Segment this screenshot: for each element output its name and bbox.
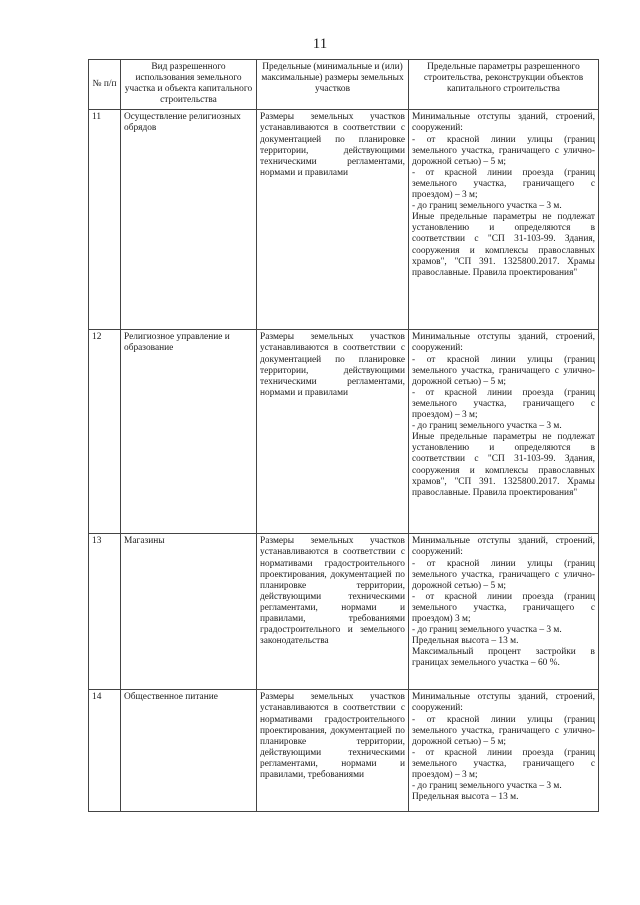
param-line: Предельная высота – 13 м. xyxy=(412,636,519,647)
plot-size: Размеры земельных участков устанавливаются в соответствии с нормативами градостроительного проектирования, документацией по планировке территории, действующими техническими регламентами, нормами и правилами, требованиями градостроительного и земельного законодательства xyxy=(257,534,409,690)
construction-params xyxy=(409,690,599,812)
param-line: - от красной линии улицы (границ земельного участка, граничащего с улично-дорожной сетью) – 5 м; xyxy=(412,714,595,747)
param-line: - от красной линии проезда (границ земельного участка, граничащего с проездом) – 3 м; xyxy=(412,747,595,781)
permitted-use: Общественное питание xyxy=(121,690,257,812)
header-number: № п/п xyxy=(89,60,121,110)
param-line: - от красной линии проезда (границ земельного участка, граничащего с проездом) – 3 м; xyxy=(412,167,595,201)
construction-params xyxy=(409,534,599,690)
regulations-table xyxy=(88,59,599,812)
table-row xyxy=(89,534,599,690)
param-line: - от красной линии улицы (границ земельного участка, граничащего с улично-дорожной сетью) – 5 м; xyxy=(412,354,595,387)
plot-size: Размеры земельных участков устанавливаются в соответствии с нормативами градостроительного проектирования, документацией по планировке территории, действующими техническими регламентами, нормами и правилами, требованиями xyxy=(257,690,409,812)
row-number: 13 xyxy=(89,534,121,690)
param-line: Максимальный процент застройки в границах земельного участка – 60 %. xyxy=(412,647,595,669)
param-line: Предельная высота – 13 м. xyxy=(412,792,519,803)
param-line: Минимальные отступы зданий, строений, сооружений: xyxy=(412,692,595,714)
header-construction-params: Предельные параметры разрешенного строительства, реконструкции объектов капитального строительства xyxy=(409,60,599,110)
permitted-use: Осуществление религиозных обрядов xyxy=(121,110,257,330)
table-row xyxy=(89,690,599,812)
table-row xyxy=(89,110,599,330)
param-line: - до границ земельного участка – 3 м. xyxy=(412,201,562,212)
row-number: 12 xyxy=(89,330,121,534)
row-number: 11 xyxy=(89,110,121,330)
param-line: Иные предельные параметры не подлежат установлению и определяются в соответствии с "СП 31-103-99. Здания, сооружения и комплексы православных храмов", "СП 391. 1325800.2017. Храмы православные. Правила проектирования" xyxy=(412,212,595,278)
construction-params xyxy=(409,330,599,534)
table-header-row xyxy=(89,60,599,110)
param-line: - от красной линии улицы (границ земельного участка, граничащего с улично-дорожной сетью) – 5 м; xyxy=(412,558,595,591)
param-line: Минимальные отступы зданий, строений, сооружений: xyxy=(412,112,595,134)
row-number: 14 xyxy=(89,690,121,812)
param-line: - до границ земельного участка – 3 м. xyxy=(412,421,562,432)
table-row xyxy=(89,330,599,534)
construction-params xyxy=(409,110,599,330)
param-line: - до границ земельного участка – 3 м. xyxy=(412,625,562,636)
plot-size: Размеры земельных участков устанавливаются в соответствии с документацией по планировке территории, действующими техническими регламентами, нормами и правилами xyxy=(257,110,409,330)
param-line: Минимальные отступы зданий, строений, сооружений: xyxy=(412,332,595,354)
plot-size: Размеры земельных участков устанавливаются в соответствии с документацией по планировке территории, действующими техническими регламентами, нормами и правилами xyxy=(257,330,409,534)
param-line: - от красной линии улицы (границ земельного участка, граничащего с улично-дорожной сетью) – 5 м; xyxy=(412,134,595,167)
header-permitted-use: Вид разрешенного использования земельного участка и объекта капитального строительства xyxy=(121,60,257,110)
permitted-use: Магазины xyxy=(121,534,257,690)
permitted-use: Религиозное управление и образование xyxy=(121,330,257,534)
param-line: Иные предельные параметры не подлежат установлению и определяются в соответствии с "СП 31-103-99. Здания, сооружения и комплексы православных храмов", "СП 391. 1325800.2017. Храмы православные. Правила проектирования" xyxy=(412,432,595,498)
page-number: 11 xyxy=(312,36,328,52)
param-line: - от красной линии проезда (границ земельного участка, граничащего с проездом) – 3 м; xyxy=(412,387,595,421)
param-line: - от красной линии проезда (границ земельного участка, граничащего с проездом) 3 м; xyxy=(412,591,595,625)
param-line: - до границ земельного участка – 3 м. xyxy=(412,781,562,792)
header-plot-size: Предельные (минимальные и (или) максимальные) размеры земельных участков xyxy=(257,60,409,110)
param-line: Минимальные отступы зданий, строений, сооружений: xyxy=(412,536,595,558)
